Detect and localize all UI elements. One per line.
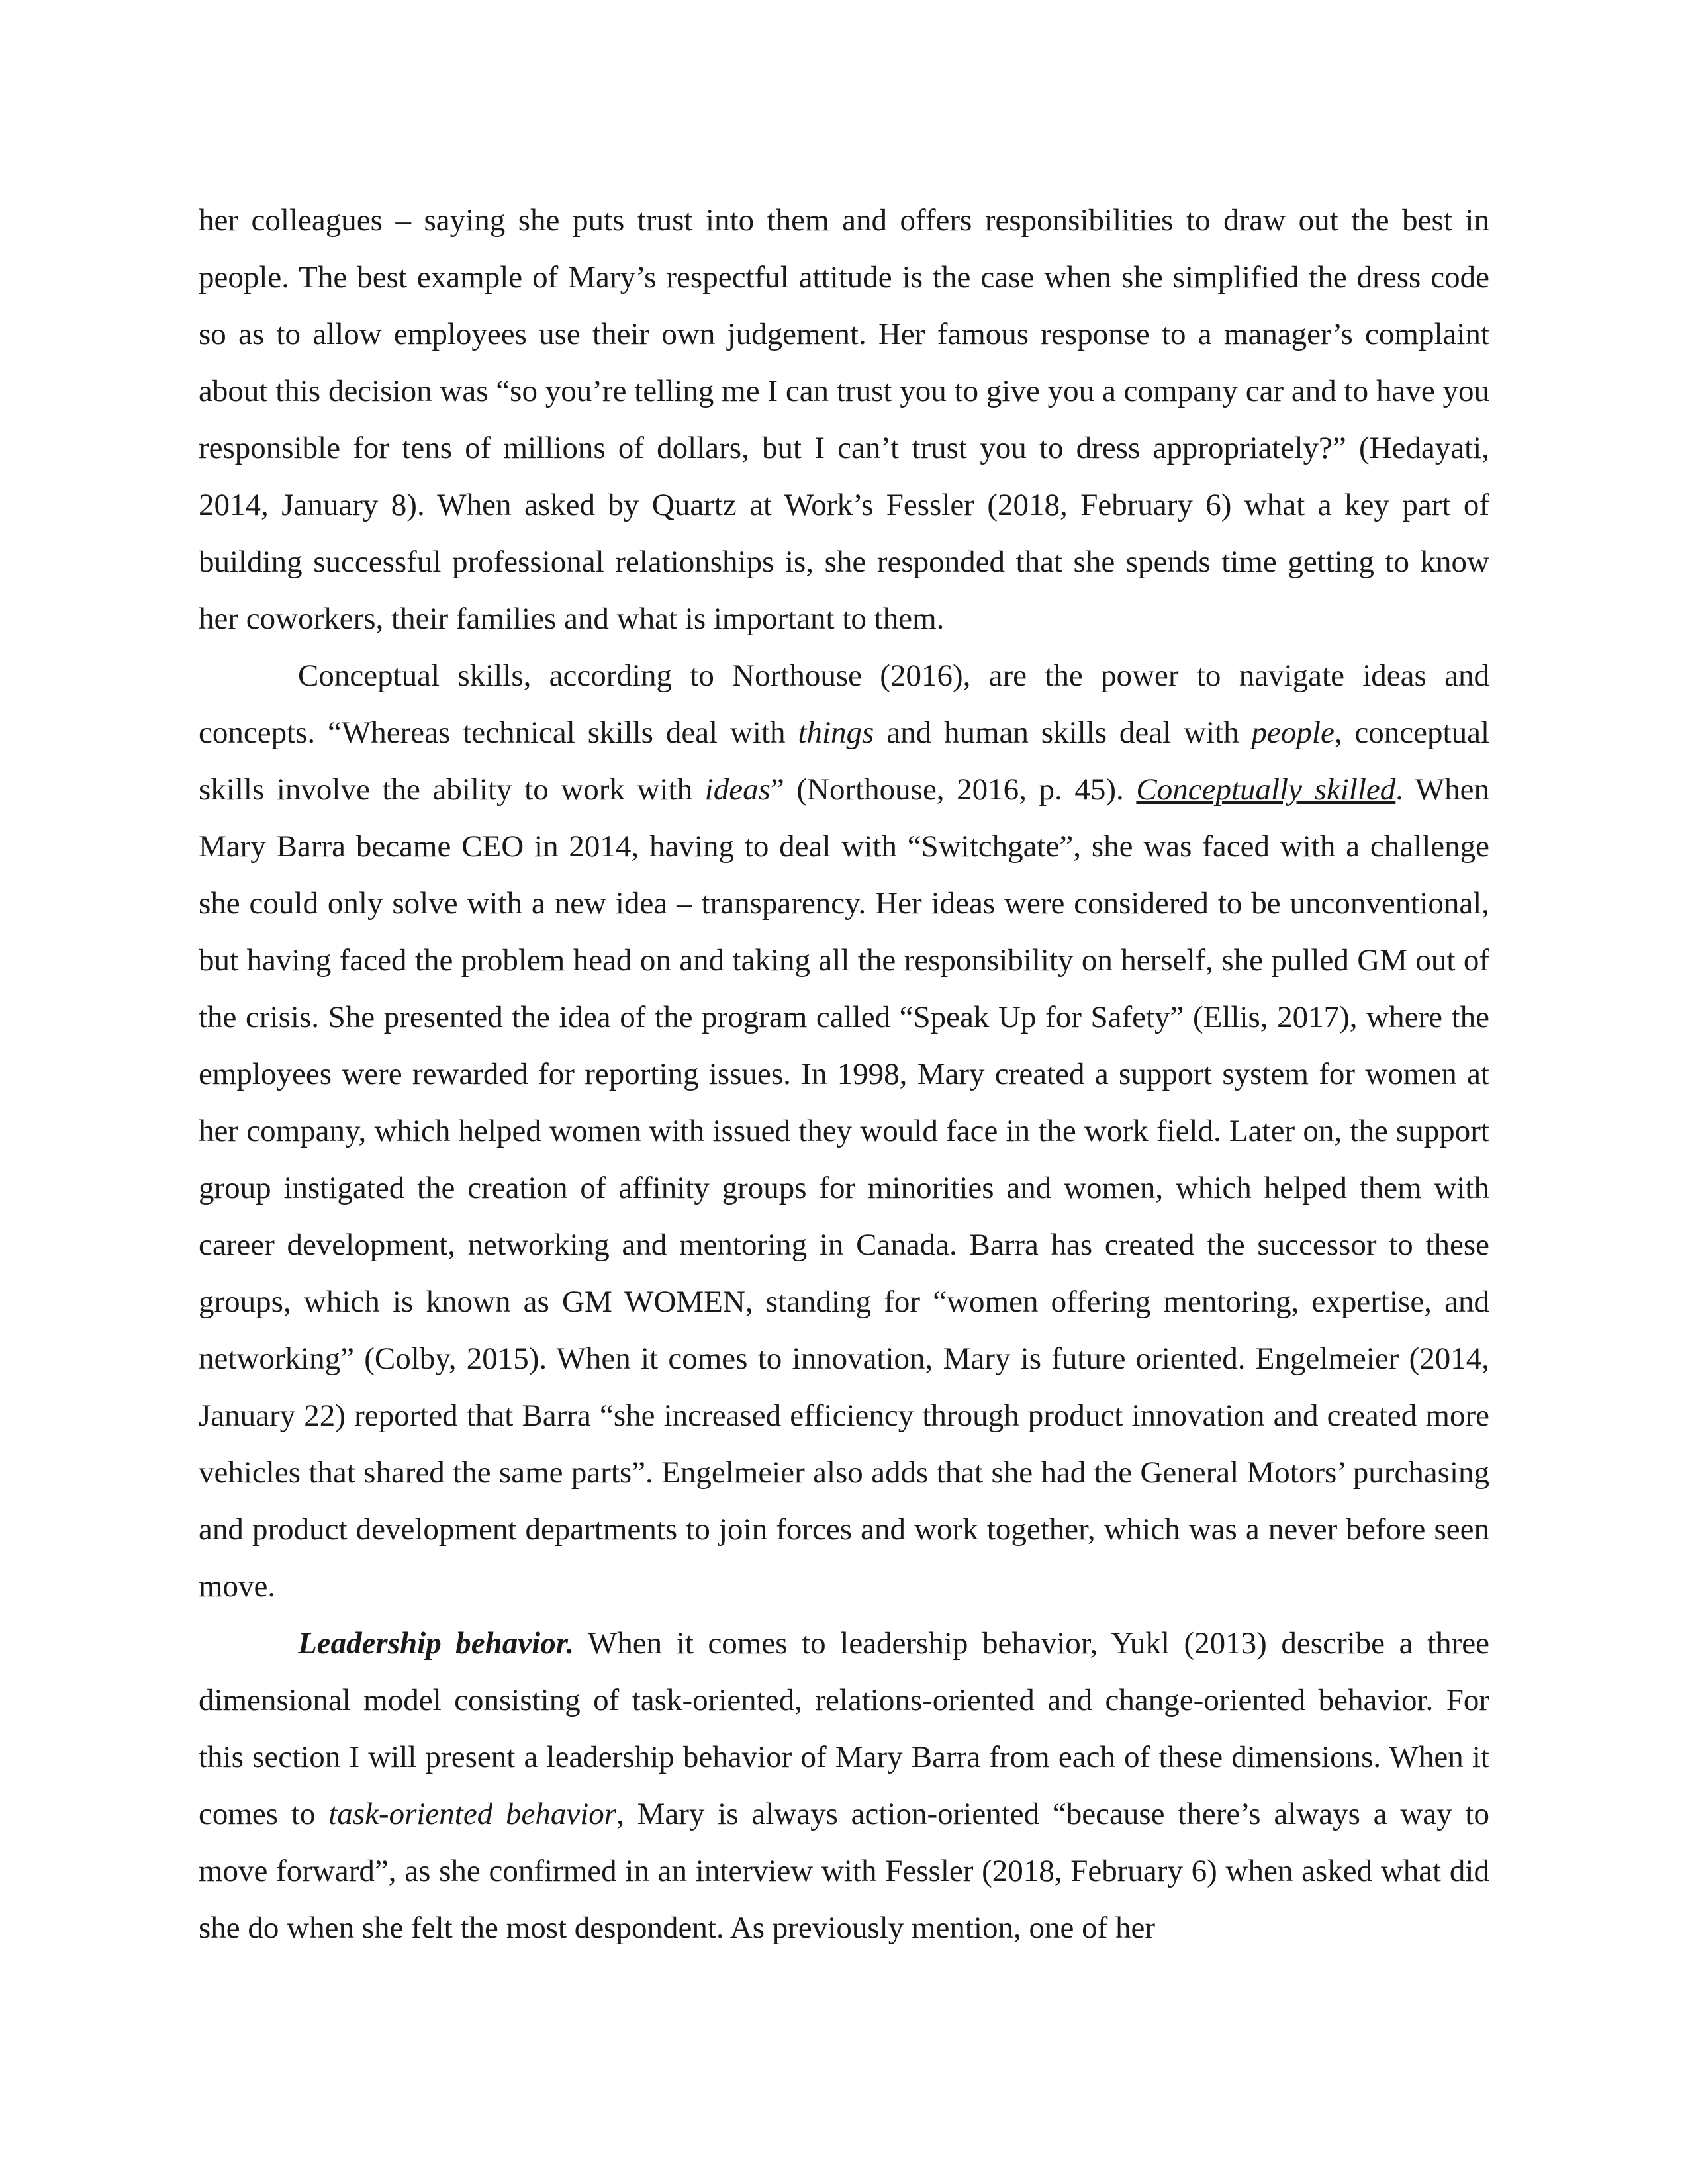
paragraph-text: Conceptual skills, according to Northouse (2016), are the power to navigate ideas and concepts. “Whereas technical skills deal with [199,659,1489,750]
emphasis-ideas: ideas [704,772,771,807]
paragraph-leadership-behavior [199,1615,1489,1956]
paragraph-text: When it comes to leadership behavior, Yukl (2013) describe a three dimensional model consisting of task-oriented, relations-oriented and change-oriented behavior. For this section I will present a leadership behavior of Mary Barra from each of these dimensions. When it comes to [199,1626,1489,1831]
paragraph-text: , conceptual skills involve the ability to work with [199,715,1490,807]
paragraph-text: , Mary is always action-oriented “because there’s always a way to move forward”, as she confirmed in an interview with Fessler (2018, February 6) when asked what did she do when she felt the most despondent. As previously mention, one of her [199,1797,1489,1945]
subheading-conceptually-skilled: Conceptually skilled [1136,772,1396,807]
paragraph-text: . When Mary Barra became CEO in 2014, having to deal with “Switchgate”, she was faced with a challenge she could only solve with a new idea – transparency. Her ideas were considered to be unconventional, but having faced the problem head on and taking all the responsibility on herself, she pulled GM out of the crisis. She presented the idea of the program called “Speak Up for Safety” (Ellis, 2017), where the employees were rewarded for reporting issues. In 1998, Mary created a support system for women at her company, which helped women with issued they would face in the work field. Later on, the support group instigated the creation of affinity groups for minorities and women, which helped them with career development, networking and mentoring in Canada. Barra has created the successor to these groups, which is known as GM WOMEN, standing for “women offering mentoring, expertise, and networking” (Colby, 2015). When it comes to innovation, Mary is future oriented. Engelmeier (2014, January 22) reported that Barra “she increased efficiency through product innovation and created more vehicles that shared the same parts”. Engelmeier also adds that she had the General Motors’ purchasing and product development departments to join forces and work together, which was a never before seen move. [199,772,1490,1604]
emphasis-task-oriented-behavior: task-oriented behavior [328,1797,617,1831]
section-heading-leadership-behavior: Leadership behavior. [298,1626,575,1661]
paragraph-conceptual-skills [199,647,1489,1615]
paragraph-text: and human skills deal with [874,715,1252,750]
paragraph-colleagues [199,192,1489,647]
paragraph-text: ” (Northouse, 2016, p. 45). [770,772,1137,807]
emphasis-things: things [798,715,874,750]
paragraph-text: her colleagues – saying she puts trust into them and offers responsibilities to draw out the best in people. The best example of Mary’s respectful attitude is the case when she simplified the dress code so as to allow employees use their own judgement. Her famous response to a manager’s complaint about this decision was “so you’re telling me I can trust you to give you a company car and to have you responsible for tens of millions of dollars, but I can’t trust you to dress appropriately?” (Hedayati, 2014, January 8). When asked by Quartz at Work’s Fessler (2018, February 6) what a key part of building successful professional relationships is, she responded that she spends time getting to know her coworkers, their families and what is important to them. [199,203,1489,636]
document-page [199,192,1489,1956]
emphasis-people: people [1251,715,1335,750]
